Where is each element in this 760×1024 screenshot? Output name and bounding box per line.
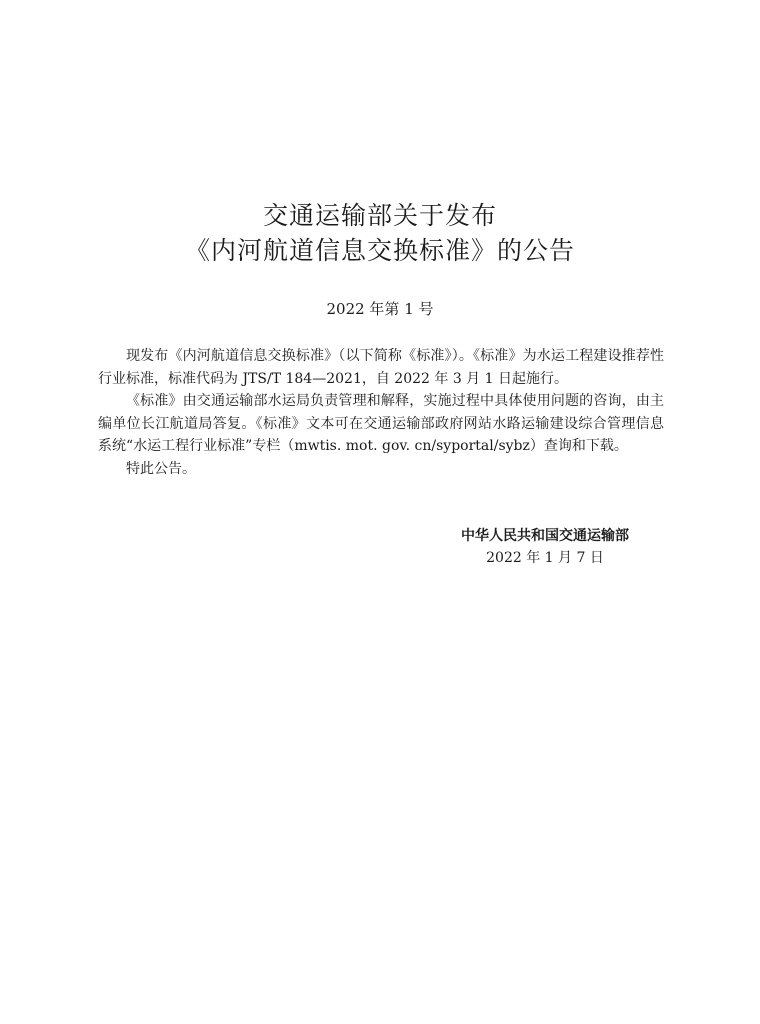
body-paragraph-closing: 特此公告。 [126,460,196,477]
announcement-title [0,198,760,268]
body-paragraph-release: 现发布《内河航道信息交换标准》（以下简称《标准》）。《标准》为水运工程建设推荐性行业标准，标准代码为 JTS/T 184—2021，自 2022 年 3 月 1 日起施行。 [98,348,664,387]
issuing-organization: 中华人民共和国交通运输部 [461,528,629,544]
signature-block [430,525,660,569]
issue-date: 2022 年 1 月 7 日 [486,550,604,566]
announcement-body [98,345,664,480]
title-line-2: 《内河航道信息交换标准》的公告 [184,236,575,265]
document-number: 2022 年第 1 号 [326,300,434,318]
title-line-1: 交通运输部关于发布 [262,201,497,230]
body-paragraph-management: 《标准》由交通运输部水运局负责管理和解释，实施过程中具体使用问题的咨询，由主编单位长江航道局答复。《标准》文本可在交通运输部政府网站水路运输建设综合管理信息系统“水运工程行业标准”专栏（mwtis. mot. gov. cn/syportal/sybz）查询和下载。 [98,393,664,454]
